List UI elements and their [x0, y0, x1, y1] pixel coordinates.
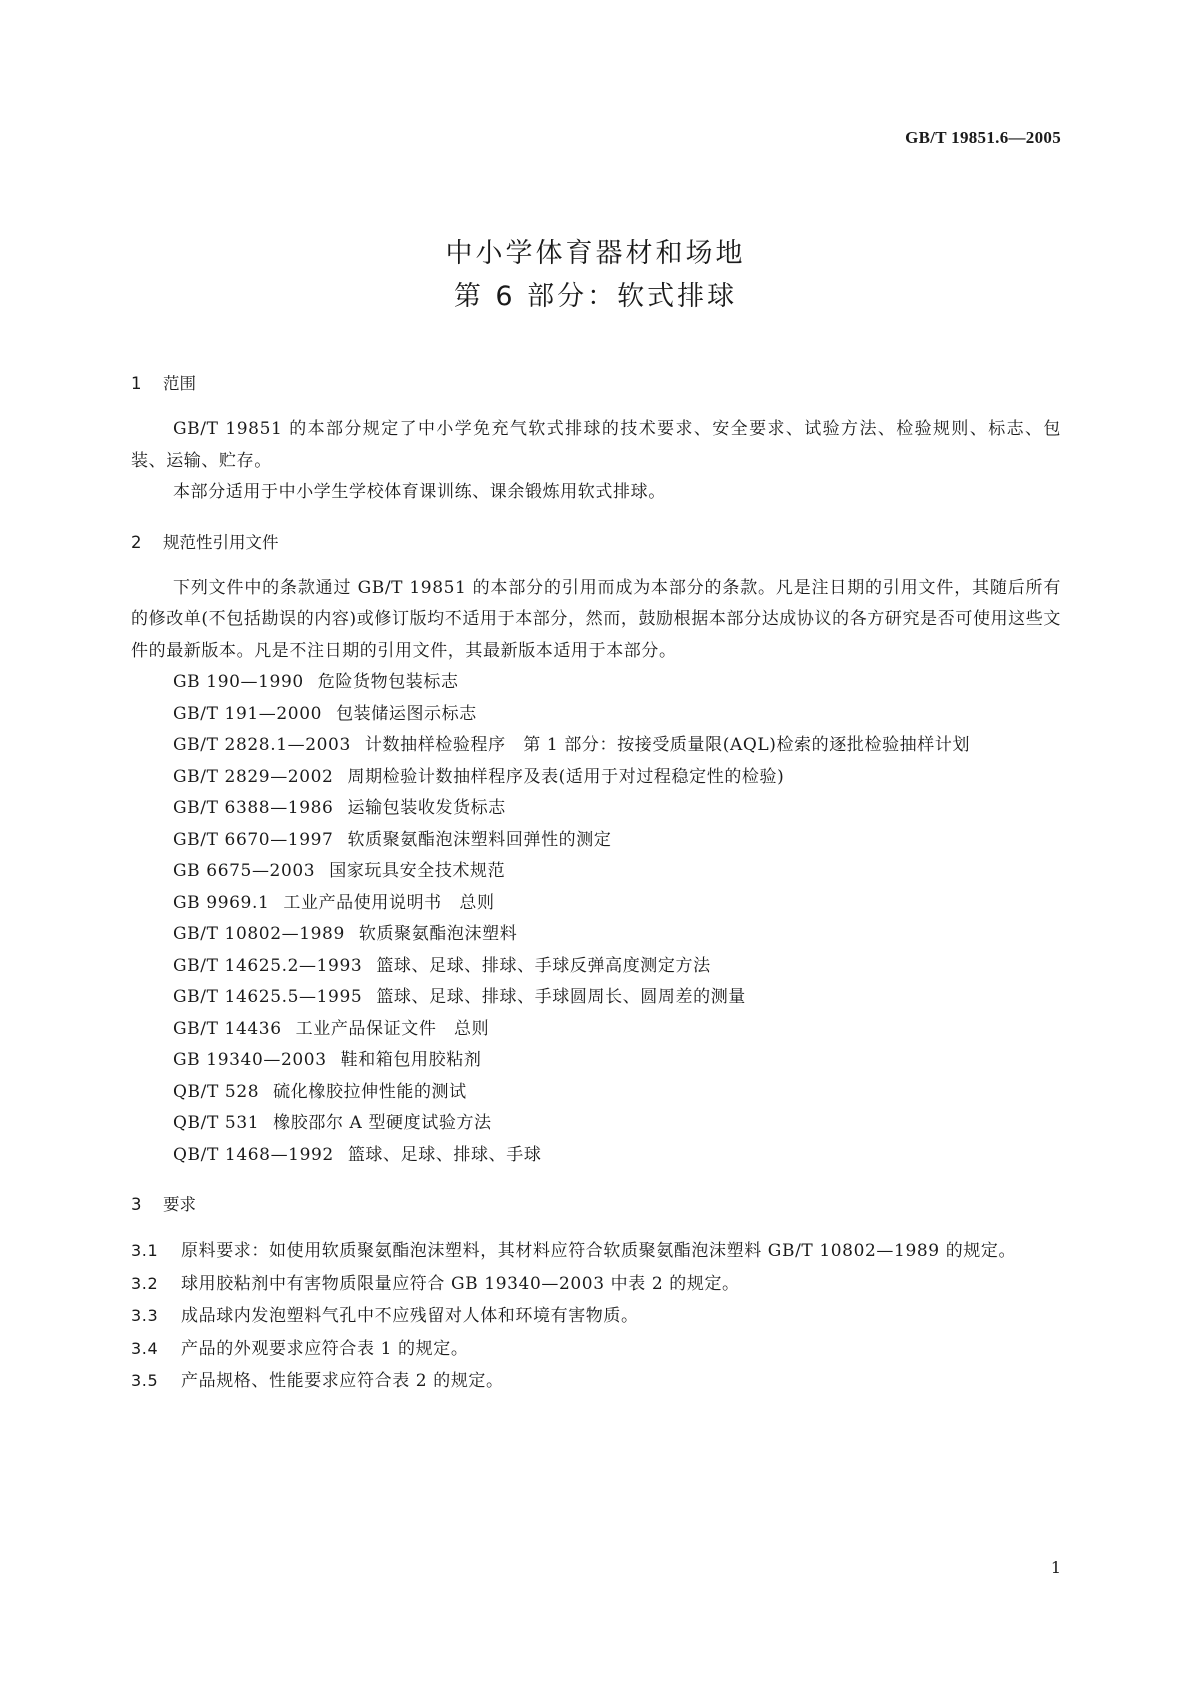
reference-item [131, 1108, 1061, 1140]
clause-text: 原料要求：如使用软质聚氨酯泡沫塑料，其材料应符合软质聚氨酯泡沫塑料 GB/T 10802—1989 的规定。 [181, 1241, 1017, 1261]
reference-title: 工业产品保证文件 总则 [295, 1018, 490, 1039]
reference-title: 运输包装收发货标志 [347, 798, 506, 818]
reference-code: GB/T 14625.5—1995 [173, 987, 363, 1007]
page-number: 1 [1050, 1558, 1061, 1577]
reference-code: QB/T 528 [173, 1081, 260, 1102]
clause-number: 3.1 [131, 1241, 159, 1260]
reference-title: 软质聚氨酯泡沫塑料回弹性的测定 [347, 829, 612, 850]
reference-code: GB/T 191—2000 [173, 703, 323, 724]
reference-item [131, 1014, 1061, 1046]
section-heading-scope [131, 368, 1061, 400]
section-number: 2 [131, 532, 142, 552]
document-title: 中小学体育器材和场地 [445, 238, 746, 269]
reference-code: GB/T 2829—2002 [173, 766, 334, 787]
clause-number: 3.2 [131, 1273, 159, 1293]
reference-item [131, 825, 1061, 857]
reference-code: GB/T 2828.1—2003 [173, 735, 351, 755]
clause-number: 3.4 [131, 1338, 159, 1358]
paragraph: 下列文件中的条款通过 GB/T 19851 的本部分的引用而成为本部分的条款。凡是注日期的引用文件，其随后所有的修改单(不包括勘误的内容)或修订版均不适用于本部分，然而，鼓励根据本部分达成协议的各方研究是否可使用这些文件的最新版本。凡是不注日期的引用文件，其最新版本适用于本部分。 [131, 577, 1061, 661]
reference-title: 包装储运图示标志 [336, 703, 477, 724]
reference-code: GB/T 10802—1989 [173, 924, 345, 944]
reference-item [131, 699, 1061, 731]
section-heading-normative-references [131, 527, 1061, 559]
reference-title: 计数抽样检验程序 第 1 部分：按接受质量限(AQL)检索的逐批检验抽样计划 [364, 735, 971, 755]
reference-code: GB 9969.1 [173, 892, 270, 913]
reference-code: QB/T 1468—1992 [173, 1144, 334, 1165]
clause [131, 1235, 1061, 1268]
reference-code: GB/T 6670—1997 [173, 829, 334, 850]
reference-item [131, 888, 1061, 920]
clause-text: 成品球内发泡塑料气孔中不应残留对人体和环境有害物质。 [181, 1306, 639, 1326]
paragraph: GB/T 19851 的本部分规定了中小学免充气软式排球的技术要求、安全要求、试验方法、检验规则、标志、包装、运输、贮存。 [131, 419, 1061, 471]
reference-code: GB/T 14625.2—1993 [173, 955, 363, 976]
reference-title: 篮球、足球、排球、手球圆周长、圆周差的测量 [376, 987, 746, 1007]
reference-title: 周期检验计数抽样程序及表(适用于对过程稳定性的检验) [347, 766, 785, 787]
reference-title: 国家玩具安全技术规范 [329, 861, 506, 881]
reference-item [131, 667, 1061, 699]
section-heading-requirements [131, 1189, 1061, 1221]
reference-item [131, 762, 1061, 794]
clause-text: 产品规格、性能要求应符合表 2 的规定。 [181, 1371, 504, 1391]
reference-item [131, 856, 1061, 888]
reference-item [131, 982, 1061, 1014]
reference-title: 篮球、足球、排球、手球 [347, 1144, 542, 1165]
reference-title: 硫化橡胶拉伸性能的测试 [273, 1081, 467, 1102]
clause-number: 3.3 [131, 1306, 159, 1325]
reference-title: 篮球、足球、排球、手球反弹高度测定方法 [376, 955, 711, 976]
clause [131, 1333, 1061, 1366]
reference-code: GB/T 6388—1986 [173, 798, 334, 818]
clause [131, 1365, 1061, 1398]
section-title: 要求 [163, 1195, 196, 1214]
reference-item [131, 1140, 1061, 1172]
reference-code: GB 6675—2003 [173, 861, 316, 881]
document-body [131, 368, 1061, 1398]
reference-code: GB 190—1990 [173, 672, 304, 692]
section-number: 1 [131, 374, 142, 393]
reference-code: QB/T 531 [173, 1113, 260, 1133]
reference-item [131, 1045, 1061, 1077]
reference-title: 危险货物包装标志 [317, 672, 459, 692]
clause-text: 球用胶粘剂中有害物质限量应符合 GB 19340—2003 中表 2 的规定。 [181, 1273, 740, 1294]
standard-code: GB/T 19851.6—2005 [905, 128, 1061, 147]
reference-title: 工业产品使用说明书 总则 [283, 892, 495, 913]
clause-text: 产品的外观要求应符合表 1 的规定。 [181, 1338, 469, 1359]
clause [131, 1300, 1061, 1333]
reference-item [131, 793, 1061, 825]
reference-item [131, 730, 1061, 762]
reference-code: GB 19340—2003 [173, 1050, 327, 1070]
reference-title: 橡胶邵尔 A 型硬度试验方法 [273, 1113, 492, 1133]
reference-code: GB/T 14436 [173, 1018, 282, 1039]
reference-item [131, 951, 1061, 983]
reference-item [131, 1077, 1061, 1109]
document-subtitle: 第 6 部分：软式排球 [453, 281, 738, 312]
reference-item [131, 919, 1061, 951]
clause [131, 1268, 1061, 1301]
clause-number: 3.5 [131, 1371, 159, 1390]
section-title: 范围 [163, 374, 196, 393]
section-title: 规范性引用文件 [163, 532, 279, 552]
paragraph: 本部分适用于中小学生学校体育课训练、课余锻炼用软式排球。 [173, 482, 666, 502]
reference-title: 软质聚氨酯泡沫塑料 [358, 924, 518, 944]
section-number: 3 [131, 1195, 142, 1214]
reference-title: 鞋和箱包用胶粘剂 [340, 1050, 482, 1070]
